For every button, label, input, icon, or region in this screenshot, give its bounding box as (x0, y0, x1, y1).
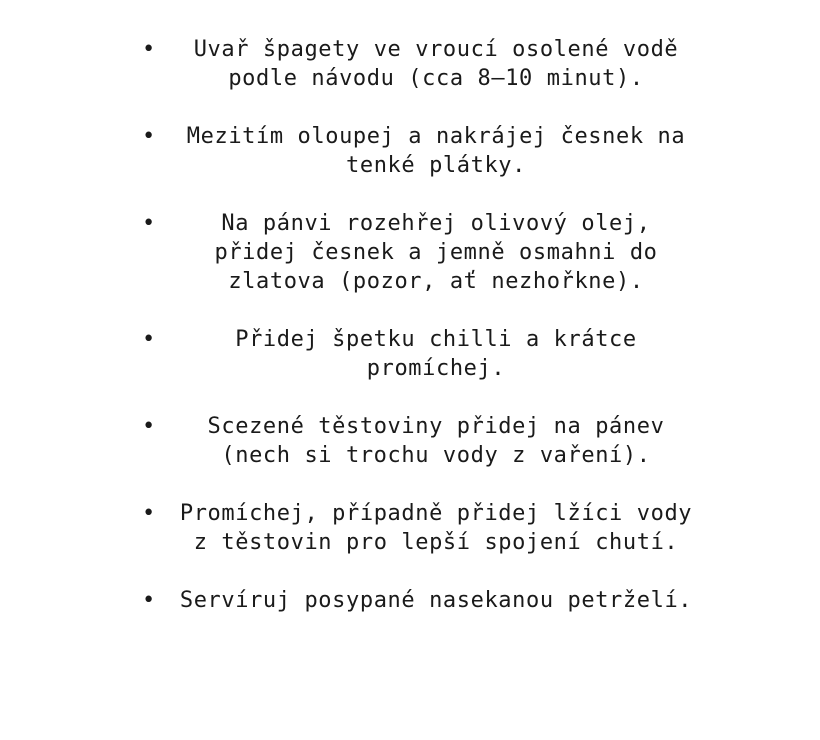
list-item (138, 325, 698, 383)
step-text: Scezené těstoviny přidej na pánev (nech si trochu vody z vaření). (207, 414, 665, 468)
step-text: Mezitím oloupej a nakrájej česnek na tenké plátky. (186, 124, 686, 178)
bullet-icon: • (142, 588, 156, 613)
bullet-icon: • (142, 37, 156, 62)
step-text: Přidej špetku chilli a krátce promíchej. (235, 327, 637, 381)
step-text: Uvař špagety ve vroucí osolené vodě podle návodu (cca 8–10 minut). (193, 37, 679, 91)
bullet-icon: • (142, 501, 156, 526)
bullet-icon: • (142, 124, 156, 149)
list-item (138, 122, 698, 180)
bullet-icon: • (142, 327, 156, 352)
step-text: Na pánvi rozehřej olivový olej, přidej česnek a jemně osmahni do zlatova (pozor, ať nezhořkne). (214, 211, 658, 294)
step-text: Servíruj posypané nasekanou petrželí. (179, 588, 693, 613)
list-item (138, 586, 698, 615)
bullet-icon: • (142, 211, 156, 236)
step-text: Promíchej, případně přidej lžíci vody z těstovin pro lepší spojení chutí. (179, 501, 693, 555)
list-item (138, 412, 698, 470)
bullet-icon: • (142, 414, 156, 439)
list-item (138, 209, 698, 296)
list-item (138, 499, 698, 557)
list-item (138, 35, 698, 93)
recipe-steps-list (138, 35, 698, 644)
